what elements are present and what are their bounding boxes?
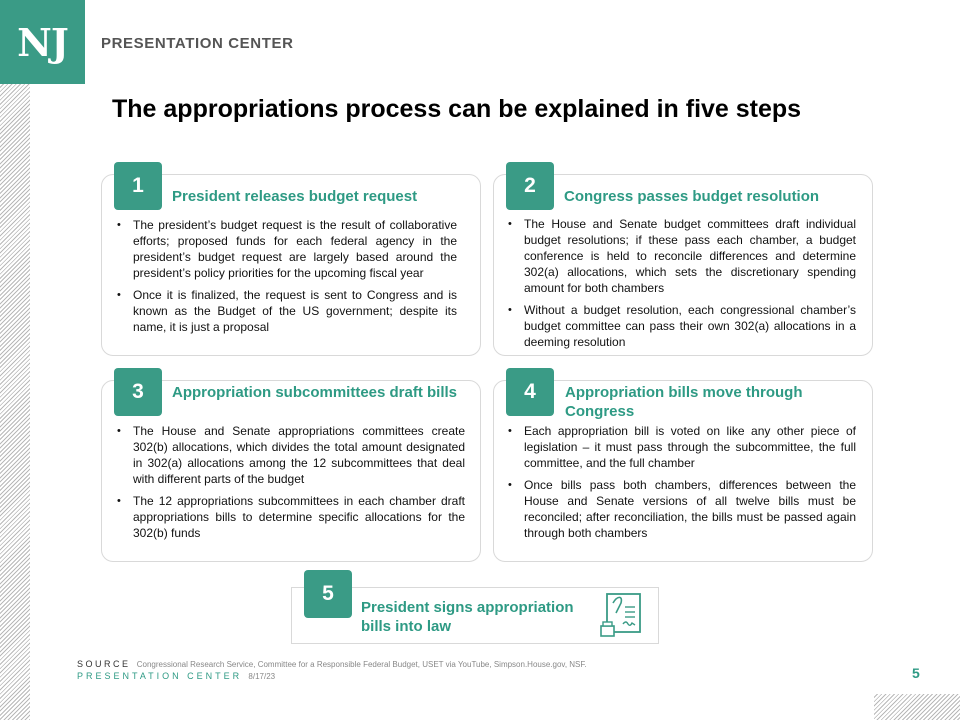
signed-document-icon [599,591,643,639]
decorative-hatch-left [0,84,30,720]
step-number-3: 3 [114,368,162,416]
decorative-hatch-bottom-right [874,694,960,720]
step-number-2: 2 [506,162,554,210]
step-bullets-3 [115,423,465,547]
step-4-bullet-1: • Each appropriation bill is voted on like any other piece of legislation – it must pass through the subcommittee, the full committee, and the full chamber [506,423,856,471]
footer-brand: PRESENTATION CENTER [77,671,243,681]
step-bullets-1 [115,217,457,341]
logo-text: NJ [17,19,68,65]
step-number-4: 4 [506,368,554,416]
step-number-1: 1 [114,162,162,210]
step-title-3: Appropriation subcommittees draft bills [172,384,458,401]
step-title-1: President releases budget request [172,188,418,205]
step-number-5: 5 [304,570,352,618]
step-1-bullet-2: • Once it is finalized, the request is sent to Congress and is known as the Budget of the US government; despite its name, it is just a proposal [115,287,457,335]
step-2-bullet-2: • Without a budget resolution, each congressional chamber’s budget committee can pass their own 302(a) allocations in a deeming resolution [506,302,856,350]
footer-line [77,671,275,681]
step-2-bullet-1: • The House and Senate budget committees draft individual budget resolutions; if these pass each chamber, a budget conference is held to reconcile differences and determine 302(a) allocations, which sets the discretionary spending amount for both chambers [506,216,856,296]
step-title-5: President signs appropriation bills into law [361,599,574,635]
nj-logo [0,0,85,84]
source-line [77,659,587,669]
page-title: The appropriations process can be explained in five steps [112,95,802,123]
step-3-bullet-2: • The 12 appropriations subcommittees in each chamber draft appropriations bills to determine specific allocations for the 302(b) funds [115,493,465,541]
footer-date: 8/17/23 [248,672,276,681]
step-title-2: Congress passes budget resolution [564,188,820,205]
page-number: 5 [912,665,920,681]
step-1-bullet-1: • The president’s budget request is the result of collaborative efforts; proposed funds for each federal agency in the president’s budget request are largely based around the president’s policy priorities for the upcoming fiscal year [115,217,457,281]
step-3-bullet-1: • The House and Senate appropriations committees create 302(b) allocations, which divides the total amount designated in 302(a) allocations among the 12 subcommittees that deal with different parts of the budget [115,423,465,487]
step-bullets-4 [506,423,856,547]
step-title-4: Appropriation bills move through Congress [565,384,803,420]
source-label: SOURCE [77,659,131,669]
brand-title: PRESENTATION CENTER [101,35,294,52]
step-4-bullet-2: • Once bills pass both chambers, differences between the House and Senate versions of all twelve bills must be reconciled; after reconciliation, the bills must be passed again through both chambers [506,477,856,541]
source-text: Congressional Research Service, Committee for a Responsible Federal Budget, USET via YouTube, Simpson.House.gov, NSF. [136,660,587,669]
step-bullets-2 [506,216,856,356]
